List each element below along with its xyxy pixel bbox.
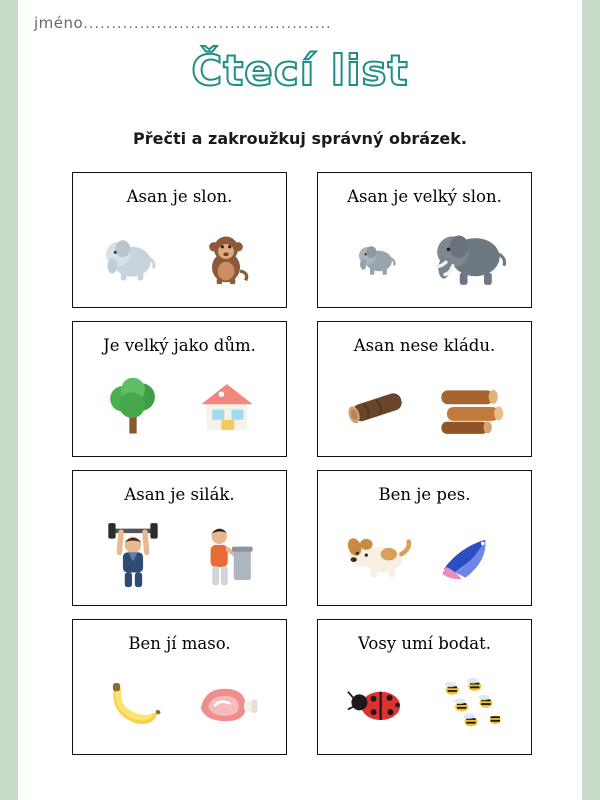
card-sentence: Asan je silák.	[124, 485, 235, 504]
exercise-card[interactable]	[72, 470, 287, 606]
exercise-grid	[72, 172, 532, 755]
card-options	[318, 664, 531, 746]
exercise-card[interactable]	[72, 321, 287, 457]
card-sentence: Asan je velký slon.	[347, 187, 502, 206]
instruction-text: Přečti a zakroužkuj správný obrázek.	[133, 129, 467, 148]
exercise-card[interactable]	[317, 470, 532, 606]
elephant-small-icon[interactable]	[339, 220, 417, 296]
weightlifter-icon[interactable]	[94, 518, 172, 594]
exercise-card[interactable]	[317, 619, 532, 755]
wasps-icon[interactable]	[432, 667, 510, 743]
name-field[interactable]	[34, 14, 332, 32]
elephant-small-icon[interactable]	[94, 220, 172, 296]
dog-icon[interactable]	[339, 518, 417, 594]
card-options	[318, 366, 531, 448]
card-options	[73, 217, 286, 299]
ladybug-icon[interactable]	[339, 667, 417, 743]
card-sentence: Ben jí maso.	[128, 634, 231, 653]
card-options	[73, 366, 286, 448]
exercise-card[interactable]	[317, 172, 532, 308]
card-sentence: Asan nese kládu.	[353, 336, 496, 355]
monkey-icon[interactable]	[187, 220, 265, 296]
card-sentence: Ben je pes.	[378, 485, 471, 504]
elephant-large-icon[interactable]	[432, 220, 510, 296]
card-sentence: Vosy umí bodat.	[358, 634, 491, 653]
house-icon[interactable]	[187, 369, 265, 445]
card-options	[73, 664, 286, 746]
worksheet-page	[18, 0, 582, 800]
card-options	[318, 217, 531, 299]
banana-icon[interactable]	[94, 667, 172, 743]
page-title: Čtecí list	[191, 46, 409, 95]
person-with-bin-icon[interactable]	[187, 518, 265, 594]
exercise-card[interactable]	[72, 619, 287, 755]
tree-icon[interactable]	[94, 369, 172, 445]
name-dots: ............................................	[83, 16, 332, 32]
card-options	[73, 515, 286, 597]
log-single-icon[interactable]	[339, 369, 417, 445]
card-options	[318, 515, 531, 597]
exercise-card[interactable]	[317, 321, 532, 457]
name-label: jméno	[34, 14, 84, 32]
card-sentence: Je velký jako dům.	[103, 336, 256, 355]
bird-icon[interactable]	[432, 518, 510, 594]
logs-stack-icon[interactable]	[432, 369, 510, 445]
card-sentence: Asan je slon.	[126, 187, 233, 206]
exercise-card[interactable]	[72, 172, 287, 308]
meat-ham-icon[interactable]	[187, 667, 265, 743]
